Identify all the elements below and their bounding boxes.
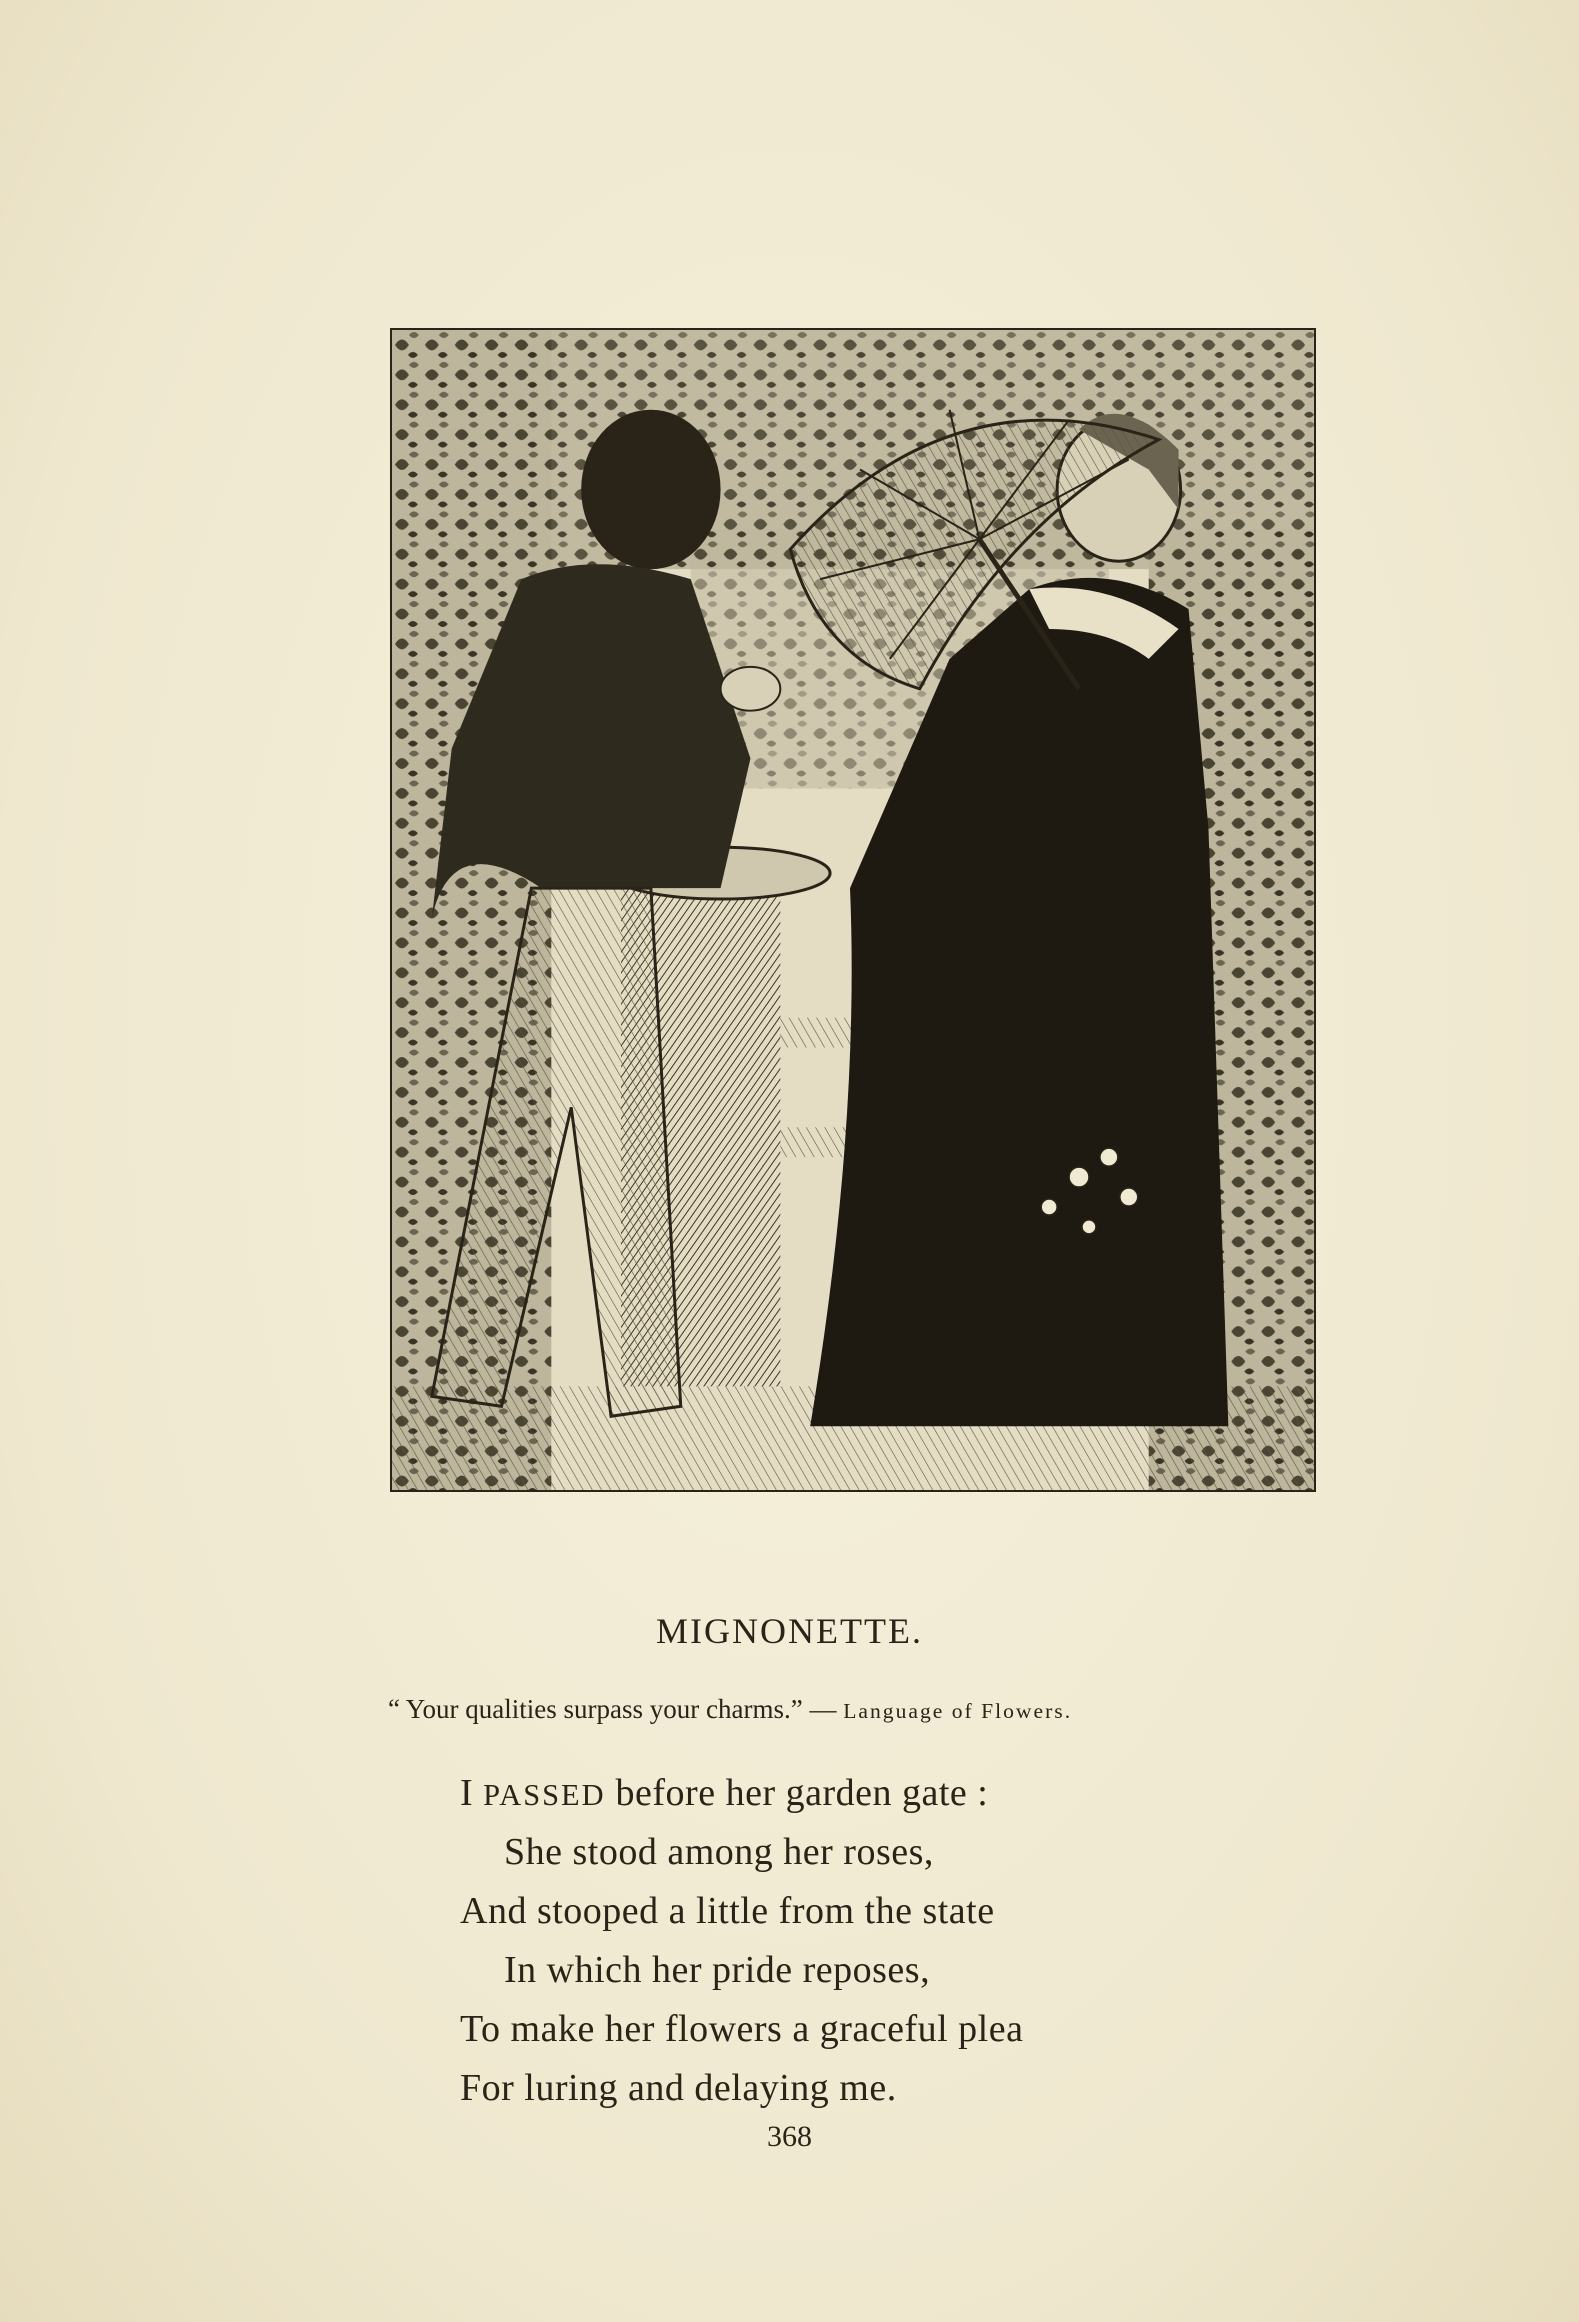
- engraving-image: [392, 330, 1314, 1490]
- epigraph-source: Language of Flowers.: [843, 1699, 1073, 1723]
- poem-initial: I: [460, 1772, 474, 1814]
- poem-line-text: before her garden gate :: [615, 1772, 989, 1814]
- epigraph-dash: —: [809, 1694, 837, 1724]
- poem-line: And stooped a little from the state: [460, 1890, 995, 1932]
- engraving-illustration: [390, 328, 1316, 1492]
- poem-title: MIGNONETTE.: [656, 1611, 923, 1651]
- poem-line: For luring and delaying me.: [460, 2067, 897, 2109]
- poem-first-word: PASSED: [483, 1778, 606, 1812]
- poem-line: [460, 1764, 1023, 1823]
- page-number: 368: [767, 2120, 812, 2153]
- epigraph-quote: “ Your qualities surpass your charms.”: [388, 1694, 803, 1724]
- poem-line: In which her pride reposes,: [504, 1949, 931, 1991]
- poem-stanza: [460, 1764, 1023, 2118]
- poem-line: She stood among her roses,: [504, 1831, 934, 1873]
- poem-line: To make her flowers a graceful plea: [460, 2008, 1024, 2050]
- epigraph: [388, 1694, 1320, 1725]
